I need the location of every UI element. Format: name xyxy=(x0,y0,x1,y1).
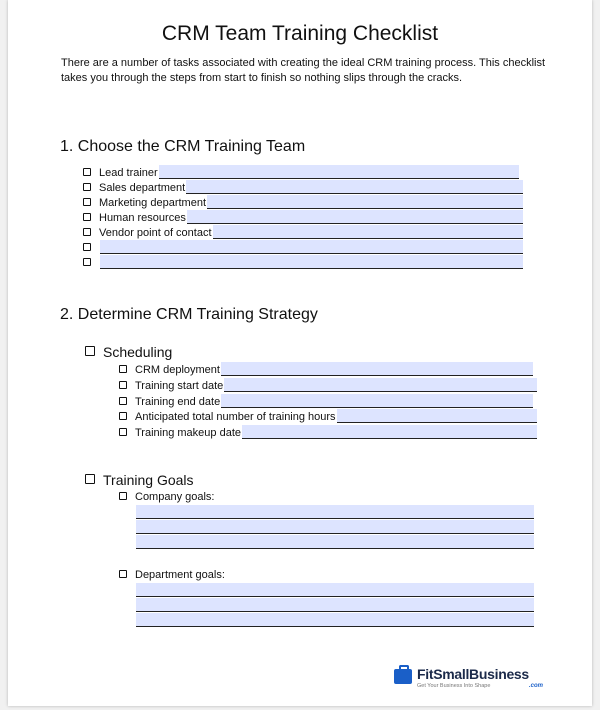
checklist-item-vendor-contact: Vendor point of contact xyxy=(83,224,523,239)
brand-tagline: Get Your Business Into Shape xyxy=(417,683,491,689)
text-field[interactable] xyxy=(337,409,537,423)
company-goals-row: Company goals: xyxy=(119,488,319,503)
text-field[interactable] xyxy=(224,378,537,392)
text-field[interactable] xyxy=(221,394,533,408)
department-goals-row: Department goals: xyxy=(119,566,319,581)
schedule-item-crm-deployment: CRM deployment xyxy=(119,361,533,376)
checkbox[interactable] xyxy=(119,492,127,500)
text-field[interactable] xyxy=(186,180,523,194)
company-goals-line-1[interactable] xyxy=(136,505,534,519)
checkbox[interactable] xyxy=(119,365,127,373)
schedule-item-end-date: Training end date xyxy=(119,393,533,408)
checkbox[interactable] xyxy=(119,412,127,420)
schedule-item-makeup-date: Training makeup date xyxy=(119,424,537,439)
document-page xyxy=(8,0,592,706)
intro-text: There are a number of tasks associated with creating the ideal CRM training process. This checklist takes you through the steps from start to finish so nothing slips through the cracks. xyxy=(61,57,546,84)
checkbox[interactable] xyxy=(83,258,91,266)
training-goals-heading-row: Training Goals xyxy=(85,470,285,488)
section-2-heading: 2. Determine CRM Training Strategy xyxy=(60,306,318,323)
text-field[interactable] xyxy=(187,210,523,224)
checkbox[interactable] xyxy=(83,213,91,221)
briefcase-icon xyxy=(394,669,412,684)
checklist-item-blank-1 xyxy=(83,239,523,254)
page-title: CRM Team Training Checklist xyxy=(161,22,439,45)
checkbox[interactable] xyxy=(119,570,127,578)
checkbox[interactable] xyxy=(83,228,91,236)
checkbox[interactable] xyxy=(119,397,127,405)
company-goals-line-2[interactable] xyxy=(136,520,534,534)
checkbox[interactable] xyxy=(83,198,91,206)
text-field[interactable] xyxy=(100,255,523,269)
checkbox[interactable] xyxy=(85,474,95,484)
department-goals-line-3[interactable] xyxy=(136,613,534,627)
schedule-item-start-date: Training start date xyxy=(119,377,537,392)
text-field[interactable] xyxy=(159,165,519,179)
checkbox[interactable] xyxy=(83,168,91,176)
checkbox[interactable] xyxy=(119,428,127,436)
checklist-item-sales-department: Sales department xyxy=(83,179,523,194)
schedule-item-total-hours: Anticipated total number of training hours xyxy=(119,408,537,423)
checkbox[interactable] xyxy=(83,183,91,191)
checkbox[interactable] xyxy=(119,381,127,389)
brand-domain: .com xyxy=(529,683,544,689)
checklist-item-human-resources: Human resources xyxy=(83,209,523,224)
company-goals-line-3[interactable] xyxy=(136,535,534,549)
text-field[interactable] xyxy=(213,225,523,239)
text-field[interactable] xyxy=(221,362,533,376)
checklist-item-marketing-department: Marketing department xyxy=(83,194,523,209)
checklist-item-blank-2 xyxy=(83,254,523,269)
checklist-item-lead-trainer: Lead trainer xyxy=(83,164,519,179)
text-field[interactable] xyxy=(242,425,537,439)
text-field[interactable] xyxy=(207,195,523,209)
department-goals-line-1[interactable] xyxy=(136,583,534,597)
fitsmallbusiness-logo xyxy=(394,666,554,694)
scheduling-heading-row: Scheduling xyxy=(85,342,285,360)
checkbox[interactable] xyxy=(85,346,95,356)
department-goals-line-2[interactable] xyxy=(136,598,534,612)
brand-name: FitSmallBusiness xyxy=(417,666,529,682)
checkbox[interactable] xyxy=(83,243,91,251)
text-field[interactable] xyxy=(100,240,523,254)
section-1-heading: 1. Choose the CRM Training Team xyxy=(60,138,306,155)
